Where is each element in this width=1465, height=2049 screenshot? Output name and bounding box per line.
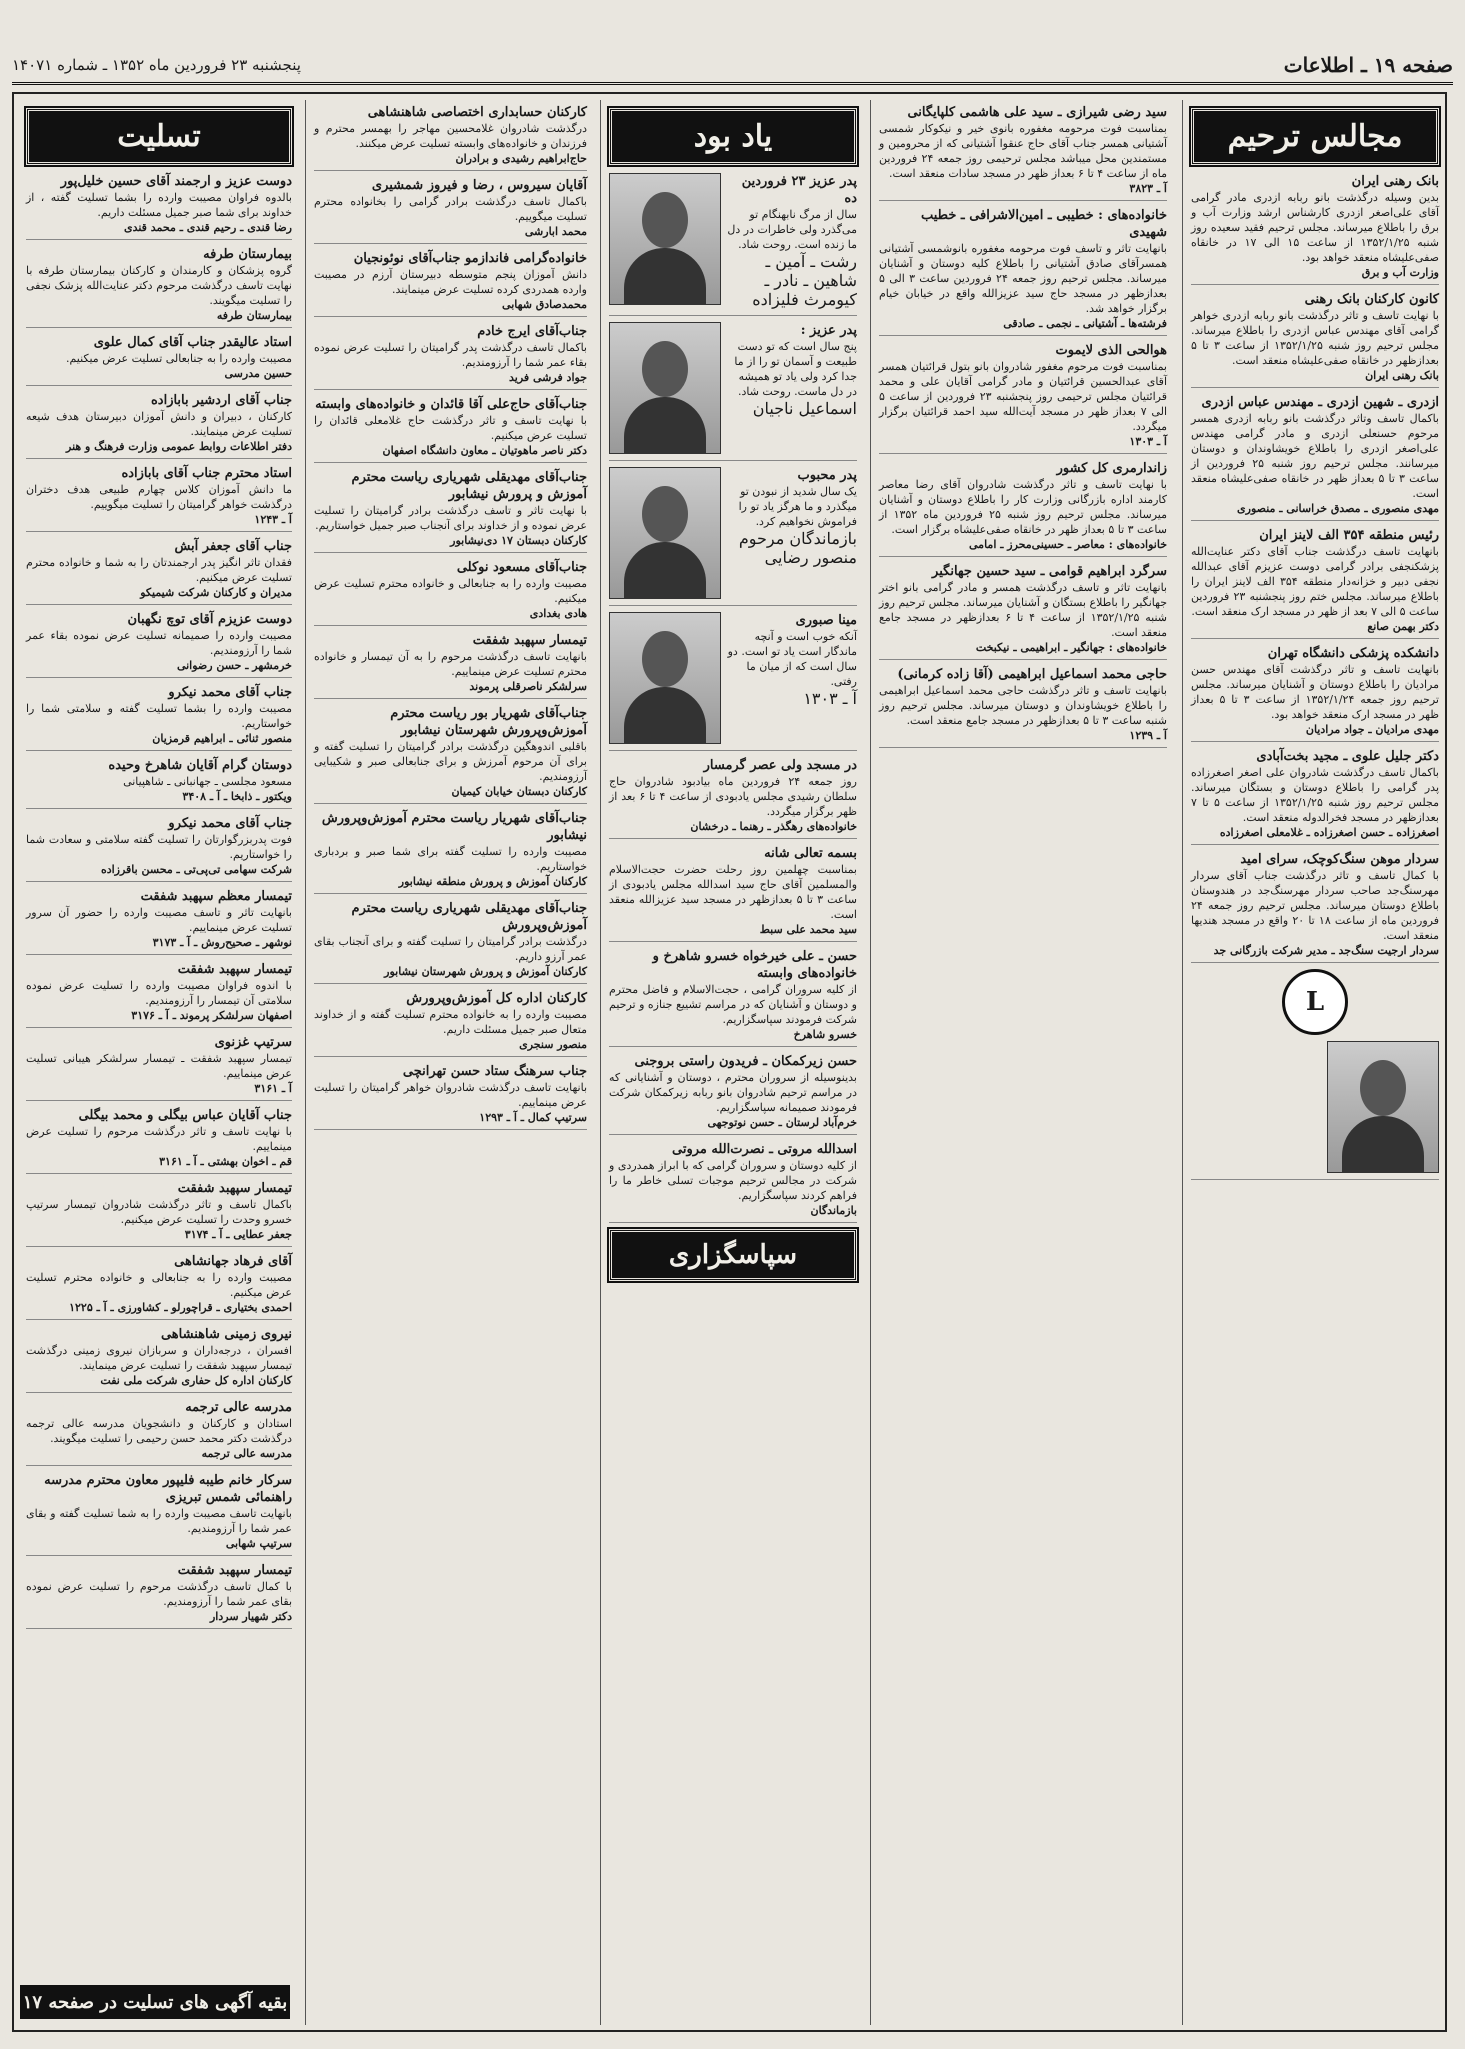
notice-signature: آ ـ ۳۱۶۱ (254, 1082, 292, 1095)
notice-body: بانهایت تاسف درگذشت شادروان خواهر گرامیتان را تسلیت عرض مینماییم. (314, 1081, 587, 1109)
notice-signature: کارکنان آموزش و پرورش شهرستان نیشابور (384, 965, 587, 978)
notice-body: بمناسبت چهلمین روز رحلت حضرت حجت‌الاسلام والمسلمین آقای حاج سید اسدالله مجلس یادبودی از ساعت ۳ تا ۵ بعدازظهر در مسجد سید عزیزالله منعقد است. (609, 863, 857, 921)
notice-item (1191, 394, 1439, 521)
notice-title: مینا صبوری (795, 613, 857, 628)
notice-signature: خانواده‌های رهگذر ـ رهنما ـ درخشان (690, 820, 857, 833)
notice-signature: خانواده‌های : جهانگیر ـ ابراهیمی ـ نیکبخت (975, 641, 1167, 654)
notice-item (314, 177, 587, 244)
notice-signature: نوشهر ـ صحیح‌روش ـ آ ـ ۳۱۷۳ (152, 936, 292, 949)
notice-signature: کارکنان آموزش و پرورش منطقه نیشابور (398, 875, 587, 888)
notice-body: سال از مرگ نابهنگام تو می‌گذرد ولی خاطرات در دل ما زنده است. روحت شاد. (727, 208, 857, 251)
notice-signature: بازماندگان (810, 1204, 857, 1217)
notice-title: مدرسه عالی ترجمه (185, 1400, 292, 1415)
notice-signature: بازماندگان مرحوم منصور رضایی (738, 529, 857, 567)
notice-item (26, 392, 292, 459)
notice-item (26, 465, 292, 532)
notice-title: سید رضی شیرازی ـ سید علی هاشمی کلپایگانی (907, 105, 1167, 120)
notice-item (314, 469, 587, 553)
notice-body: فقدان تاثر انگیز پدر ارجمندتان را به شما و خانواده محترم تسلیت عرض میکنیم. (26, 556, 292, 584)
notice-signature: کارکنان دبستان خیابان کیمیان (451, 785, 587, 798)
notice-body: از کلیه سروران گرامی ، حجت‌الاسلام و فاضل محترم و دوستان و آشنایان که در مراسم تشییع جنازه و ترحیم شرکت فرمودند سپاسگزاریم. (609, 983, 857, 1026)
notice-signature: سید محمد علی سبط (759, 923, 857, 936)
notice-signature: احمدی بختیاری ـ قراچورلو ـ کشاورزی ـ آ ـ ۱۲۲۵ (69, 1301, 292, 1314)
notice-title: جناب‌آقای شهریار بور ریاست محترم آموزش‌وپرورش شهرستان نیشابور (390, 706, 587, 738)
notice-body: استادان و کارکنان و دانشجویان مدرسه عالی ترجمه درگذشت دکتر محمد حسن رحیمی را تسلیت میگویند. (26, 1417, 292, 1445)
notice-body: باکمال تاسف درگذشت برادر گرامی را بخانواده محترم تسلیت میگوییم. (314, 195, 587, 223)
notice-signature: دفتر اطلاعات روابط عمومی وزارت فرهنگ و هنر (66, 440, 292, 453)
notice-title: جناب آقای اردشیر بابازاده (150, 393, 292, 408)
notice-signature: خرم‌آباد لرستان ـ حسن نوتوجهی (707, 1116, 857, 1129)
notice-signature: آ ـ ۱۲۴۳ (254, 513, 292, 526)
notice-signature: رضا قندی ـ رحیم قندی ـ محمد قندی (123, 221, 292, 234)
notice-signature: کارکنان دبستان ۱۷ دی‌نیشابور (450, 534, 587, 547)
notice-body: مصیبت وارده را به جنابعالی و خانواده محترم تسلیت عرض میکنیم. (314, 577, 587, 605)
notice-item (314, 323, 587, 390)
notice-body: مصیبت وارده را صمیمانه تسلیت عرض نموده بقاء عمر شما را آرزومندیم. (26, 629, 292, 657)
notice-body: با کمال تاسف درگذشت مرحوم را تسلیت عرض نموده بقای عمر شما را آرزومندیم. (26, 1580, 292, 1608)
notice-title: جناب‌آقای مسعود نوکلی (456, 560, 587, 575)
page-label: صفحه ۱۹ ـ اطلاعات (1283, 53, 1453, 77)
notice-body: بالدوه فراوان مصیبت وارده را بشما تسلیت گفته ، از خداوند برای شما صبر جمیل مسئلت داریم. (26, 191, 292, 219)
notice-title: آقایان سیروس ، رضا و فیروز شمشیری (371, 178, 587, 193)
notice-item (26, 1253, 292, 1320)
notice-body: پنج سال است که تو دست طبیعت و آسمان تو را از ما جدا کرد ولی یاد تو همیشه در دل ماست. روحت شاد. (734, 340, 857, 398)
notice-title: استاد محترم جناب آقای بابازاده (121, 466, 292, 481)
notice-item (26, 1107, 292, 1174)
notice-item (314, 705, 587, 804)
notice-title: بیمارستان طرفه (203, 247, 292, 262)
notice-body: باکمال تاسف وتاثر درگذشت بانو ربابه ازدری همسر مرحوم حسنعلی ازدری و مادر گرامی مهندس علی‌اصغر ازدری را باطلاع خویشاوندان و دوستان میرسانند. مجلس ترحیم روز شنبه ۲۵ فروردین از ساعت ۳ تا ۵ بعداز ظهر در خانقاه صفی‌علیشاه منعقد است. (1191, 412, 1440, 500)
notice-title: جناب‌آقای مهدیقلی شهریاری ریاست محترم آموزش و پرورش نیشابور (351, 470, 587, 502)
notice-body: بانهایت تاثر و تاسف درگذشت همسر و مادر گرامی بانو اختر جهانگیر را باطلاع بستگان و آشنایان میرساند. مجلس ترحیم روز شنبه ۱۳۵۲/۱/۲۵ از ساعت ۴ تا ۶ بعدازظهر در مسجد جامع منعقد است. (879, 581, 1168, 639)
notice-item (879, 104, 1167, 201)
notice-signature: هادی بغدادی (529, 607, 587, 620)
notice-body: مسعود مجلسی ـ جهانبانی ـ شاهپیانی (123, 775, 292, 788)
notice-title: تیمسار سپهبد شفقت (472, 633, 587, 648)
notice-signature: وزارت آب و برق (1361, 266, 1439, 279)
notice-body: بانهایت تاسف و تاثر درگذشت آقای مهندس حسن مرادیان را باطلاع دوستان و آشنایان میرساند. مجلس ترحیم روز جمعه ۱۳۵۲/۱/۲۴ از ساعت ۳ تا ۵ بعداز ظهر در مسجد ارک منعقد خواهد بود. (1191, 663, 1439, 721)
notice-body: با نهایت تاسف و تاثر درگذشت شادروان آقای رضا معاصر کارمند اداره بازرگانی وزارت کار را باطلاع دوستان و آشنایان میرساند. مجلس ترحیم روز شنبه ۲۵ فروردین ماه ۱۳۵۲ از ساعت ۳ تا ۵ بعداز ظهر در خانقاه صفی‌علیشاه برگزار است. (879, 478, 1167, 536)
notice-title: نیروی زمینی شاهنشاهی (160, 1327, 292, 1342)
notice-item (26, 757, 292, 809)
notice-item (879, 666, 1167, 748)
notice-signature: منصور سنجری (519, 1038, 587, 1051)
notice-body: بانهایت تاسف درگذشت مرحوم را به آن تیمسار و خانواده محترم تسلیت عرض مینماییم. (314, 650, 587, 678)
notice-body: مصیبت وارده را به جنابعالی تسلیت عرض میکنیم. (65, 352, 292, 365)
memorial-item (609, 467, 857, 606)
notice-item (26, 1472, 292, 1556)
notice-item (26, 815, 292, 882)
notice-signature: حسین مدرسی (224, 367, 292, 380)
notice-signature: فرشته‌ها ـ آشتیانی ـ نجمی ـ صادقی (1003, 317, 1167, 330)
portrait-photo (609, 322, 721, 454)
notice-item (609, 1053, 857, 1135)
memorial-item (609, 322, 857, 461)
notice-signature: ویکتور ـ ذابخا ـ آ ـ ۳۴۰۸ (182, 790, 292, 803)
notice-item (314, 104, 587, 171)
notice-title: جناب آقایان عباس بیگلی و محمد بیگلی (78, 1108, 292, 1123)
notice-title: کارکنان اداره کل آموزش‌وپرورش (406, 991, 587, 1006)
notice-title: رئیس منطقه ۳۵۴ الف لاینز ایران (1259, 528, 1439, 543)
notice-list (609, 757, 857, 1223)
portrait-photo (1327, 1041, 1439, 1173)
notice-item (314, 810, 587, 894)
memorial-text (727, 612, 857, 744)
notice-title: خانواده‌های : خطیبی ـ امین‌الاشرافی ـ خطیب شهیدی (920, 208, 1167, 240)
notice-body: بمناسبت فوت مرحومه مغفوره بانوی خیر و نیکوکار شمسی آشتیانی همسر جناب آقای حاج عنقوا آشتیانی که از محرومین و مستمندین محل میباشد مجلس ترحیمی روز جمعه ۲۴ فروردین ماه از ساعت ۴ تا ۶ بعداز ظهر در مسجد سادات منعقد است. (879, 122, 1167, 180)
notice-title: تیمسار سپهبد شفقت (177, 1563, 292, 1578)
memorial-text (727, 322, 857, 454)
notice-signature: جواد فرشی فرید (509, 371, 587, 384)
notice-body: فوت پدربزرگوارتان را تسلیت گفته سلامتی و سعادت شما را خواستاریم. (26, 833, 292, 861)
notice-body: با نهایت تاسف و تاثر درگذشت بانو ربابه ازدری خواهر گرامی آقای مهندس عباس ازدری را باطلاع میرساند. مجلس ترحیم روز شنبه ۱۳۵۲/۱/۲۵ از ساعت ۳ تا ۵ بعدازظهر در خانقاه صفی‌علیشاه منعقد است. (1191, 309, 1440, 367)
notice-title: دکتر جلیل علوی ـ مجید بخت‌آبادی (1256, 749, 1439, 764)
notice-body: مصیبت وارده را تسلیت گفته برای شما صبر و بردباری خواستاریم. (314, 845, 587, 873)
notice-list (26, 173, 292, 1629)
notice-title: خانواده‌گرامی فاندازمو جناب‌آقای نوئونجیان (353, 251, 587, 266)
notice-title: آقای فرهاد جهانشاهی (174, 1254, 292, 1269)
banner-sepasgozari: سپاسگزاری (609, 1229, 857, 1281)
notice-item (609, 948, 857, 1047)
banner-yadbud: یاد بود (609, 108, 857, 165)
notice-item (26, 246, 292, 328)
notice-body: با کمال تاسف و تاثر درگذشت جناب آقای سردار مهرسنگ‌جد صاحب سردار مهرسنگ‌جد در هندوستان باطلاع دوستان میرساند. مجلس ترحیم روز جمعه ۲۴ فروردین ماه از ساعت ۱۸ تا ۲۰ واقع در مسجد هندیها منعقد است. (1191, 869, 1439, 942)
notice-signature: خرمشهر ـ حسن رضوانی (176, 659, 292, 672)
portrait-photo (609, 467, 721, 599)
notice-signature: مدیران و کارکنان شرکت شیمیکو (140, 586, 292, 599)
notice-item (26, 334, 292, 386)
notice-title: پدر محبوب (797, 468, 857, 483)
notice-item (609, 1141, 857, 1223)
notice-item (26, 961, 292, 1028)
lions-club-emblem: L (1282, 969, 1348, 1035)
notice-item (26, 1034, 292, 1101)
notice-title: در مسجد ولی عصر گرمسار (703, 758, 857, 773)
notice-title: دانشکده پزشکی دانشگاه تهران (1267, 646, 1439, 661)
notice-body: بمناسبت فوت مرحوم مغفور شادروان بانو بتول قرائتیان همسر آقای عبدالحسین قرائتیان و مادر گرامی آقایان علی و محمد قرائتیان مجلس ترحیمی روز پنجشنبه ۲۳ فروردین از ساعت ۵ الی ۷ بعداز ظهر در مسجد آیت‌الله سید احمد قرائتیان برگزار میگردد. (879, 360, 1167, 433)
notice-body: بانهایت تاثر و تاسف فوت مرحومه مغفوره بانوشمسی آشتیانی همسرآقای صادق آشتیانی را باطلاع کلیه دوستان و آشنایان میرساند. مجلس ترحیم روز جمعه ۲۴ فروردین ساعت ۳ الی ۵ بعدازظهر در مسجد حاج سید عزیزالله واقع در خیابان خیام برگزار خواهد شد. (879, 242, 1167, 315)
notice-item (26, 888, 292, 955)
notice-title: سرتیپ غزنوی (214, 1035, 292, 1050)
notice-item (314, 632, 587, 699)
notice-title: تیمسار سپهبد شفقت (177, 1181, 292, 1196)
notice-title: جناب آقای محمد نیکرو (168, 816, 292, 831)
column-notices-2 (870, 100, 1175, 2025)
notice-signature: سرلشکر ناصرقلی پرموند (469, 680, 587, 693)
notice-body: بدینوسیله از سروران محترم ، دوستان و آشنایانی که در مراسم ترحیم شادروان بانو ربابه زیرکمکان شرکت فرمودند صمیمانه سپاسگزاریم. (609, 1071, 857, 1114)
notice-signature: آ ـ ۱۳۰۳ (803, 689, 857, 708)
notice-body: از کلیه دوستان و سروران گرامی که با ابراز همدردی و شرکت در مجالس ترحیم موجبات تسلی خاطر ما را فراهم کردند سپاسگزاریم. (609, 1159, 857, 1202)
banner-taslit: تسلیت (26, 108, 292, 165)
notice-title: استاد عالیقدر جناب آقای کمال علوی (93, 335, 292, 350)
notice-title: دوست عزیز و ارجمند آقای حسین خلیل‌پور (60, 174, 292, 189)
column-majales (1182, 100, 1447, 2025)
notice-body: یک سال شدید از نبودن تو میگذرد و ما هرگز یاد تو را فراموش نخواهیم کرد. (738, 485, 857, 528)
notice-signature: خانواده‌های : معاصر ـ حسینی‌محرز ـ امامی (969, 538, 1167, 551)
notice-title: حسن ـ علی خیرخواه خسرو شاهرخ و خانواده‌های وابسته (652, 949, 857, 981)
notice-signature: آ ـ ۱۲۳۹ (1129, 729, 1167, 742)
notice-title: سرگرد ابراهیم قوامی ـ سید حسین جهانگیر (932, 564, 1167, 579)
notice-body: بانهایت تاسف درگذشت جناب آقای دکتر عنایت‌الله پزشکنجفی برادر گرامی دوست عزیزم آقای عبدالله نجفی دبیر و خزانه‌دار منطقه ۳۵۴ الف لاینز ایران را باطلاع میرساند. مجلس ختم روز پنجشنبه ۲۳ فروردین ساعت ۵ الی ۷ بعد از ظهر در مسجد ارک منعقد است. (1191, 545, 1439, 618)
column-yadbud (600, 100, 865, 2025)
notice-body: تیمسار سپهبد شفقت ـ تیمسار سرلشکر هیبانی تسلیت عرض مینماییم. (26, 1052, 292, 1080)
column-taslit-2 (18, 100, 300, 2025)
portrait-photo (609, 173, 721, 305)
notice-title: ازدری ـ شهین ازدری ـ مهندس عباس ازدری (1201, 395, 1439, 410)
notice-signature: سرتیپ کمال ـ آ ـ ۱۲۹۳ (479, 1111, 587, 1124)
notice-body: روز جمعه ۲۴ فروردین ماه بیادبود شادروان حاج سلطان رشیدی مجلس یادبودی از ساعت ۴ تا ۶ بعد از ظهر برگزار میگردد. (609, 775, 857, 818)
notice-title: بانک رهنی ایران (1351, 174, 1439, 189)
notice-title: حسن زیرکمکان ـ فریدون راستی بروجنی (634, 1054, 857, 1069)
notice-body: مصیبت وارده را به خانواده محترم تسلیت گفته و از خداوند متعال صبر جمیل مسئلت داریم. (314, 1008, 587, 1036)
notice-body: با اندوه فراوان مصیبت وارده را تسلیت عرض نموده سلامتی آن تیمسار را آرزومندیم. (26, 979, 292, 1007)
notice-item (879, 460, 1167, 557)
notice-title: هوالحی الذی لایموت (1055, 343, 1167, 358)
notice-signature: کارکنان اداره کل حفاری شرکت ملی نفت (100, 1374, 292, 1387)
notice-signature: اسماعیل ناجیان (752, 399, 857, 418)
column-taslit-1 (305, 100, 595, 2025)
notice-item (314, 396, 587, 463)
notice-item (1191, 527, 1439, 639)
notice-signature: محمد ابارشی (524, 225, 587, 238)
memorial-text (727, 467, 857, 599)
notice-body: باقلبی اندوهگین درگذشت برادر گرامیتان را تسلیت گفته و برای آن مرحوم آمرزش و برای جنابعالی صبر و شکیبایی آرزومندیم. (314, 740, 587, 783)
memorial-list (609, 173, 857, 751)
notice-item (609, 757, 857, 839)
notice-item (314, 1063, 587, 1130)
notice-title: جناب‌آقای شهریار ریاست محترم آموزش‌وپرورش نیشابور (321, 811, 587, 843)
notice-item (26, 173, 292, 240)
notice-title: سرکار خانم طیبه فلیپور معاون محترم مدرسه راهنمائی شمس تبریزی (44, 1473, 292, 1505)
notice-signature: سردار ارجیت سنگ‌جد ـ مدیر شرکت بازرگانی جد (1213, 944, 1439, 957)
notice-title: حاجی محمد اسماعیل ابراهیمی (آقا زاده کرمانی) (897, 667, 1167, 682)
notice-item (879, 563, 1167, 660)
notice-title: بسمه تعالی شانه (764, 846, 857, 861)
notice-item (26, 1180, 292, 1247)
notice-signature: قم ـ اخوان بهشتی ـ آ ـ ۳۱۶۱ (159, 1155, 292, 1168)
notice-signature: مدرسه عالی ترجمه (201, 1447, 292, 1460)
notice-item (879, 207, 1167, 336)
notice-signature: منصور ثنائی ـ ابراهیم قرمزیان (152, 732, 292, 745)
notice-title: جناب آقای محمد نیکرو (168, 685, 292, 700)
notice-title: جناب سرهنگ ستاد حسن تهرانچی (402, 1064, 587, 1079)
notice-body: کارکنان ، دبیران و دانش آموزان دبیرستان هدف شیعه تسلیت عرض مینمایند. (26, 410, 292, 438)
notice-signature: دکتر ناصر ماهوتیان ـ معاون دانشگاه اصفهان (382, 444, 587, 457)
memorial-item (609, 173, 857, 316)
notice-signature: حاج‌ابراهیم رشیدی و برادران (455, 152, 587, 165)
notice-item (879, 342, 1167, 454)
notice-title: دوستان گرام آقایان شاهرخ وحیده (108, 758, 292, 773)
notice-item (609, 845, 857, 942)
notice-title: سردار موهن سنگ‌کوچک، سرای امید (1240, 852, 1439, 867)
notice-signature: آ ـ ۳۸۲۳ (1129, 182, 1167, 195)
notice-item (1191, 851, 1439, 963)
notice-signature: دکتر شهیار سردار (209, 1610, 292, 1623)
notice-signature: بانک رهنی ایران (1365, 369, 1439, 382)
notice-signature: آ ـ ۱۳۰۳ (1129, 435, 1167, 448)
notice-body: ما دانش آموزان کلاس چهارم طبیعی هدف دختران درگذشت خواهر گرامیتان را تسلیت میگوییم. (26, 483, 292, 511)
notice-title: جناب آقای جعفر آبش (174, 539, 292, 554)
notice-body: با نهایت تاسف و تاثر درگذشت حاج غلامعلی قائدان را تسلیت عرض میکنیم. (314, 414, 587, 442)
banner-majales: مجالس ترحیم (1191, 108, 1439, 165)
continued-notice-banner: بقیه آگهی های تسلیت در صفحه ۱۷ (20, 1985, 290, 2019)
notice-body: با نهایت تاثر و تاسف درگذشت برادر گرامیتان را تسلیت عرض نموده و از خداوند برای آنجناب صبر جمیل خواستاریم. (314, 504, 587, 532)
notice-body: مصیبت وارده را به جنابعالی و خانواده محترم تسلیت عرض میکنیم. (26, 1271, 292, 1299)
notice-list (1191, 173, 1439, 963)
notice-body: بانهایت تاثر و تاسف مصیبت وارده را حضور آن سرور تسلیت عرض مینماییم. (26, 906, 292, 934)
notice-body: درگذشت برادر گرامیتان را تسلیت گفته و برای آنجناب بقای عمر آرزو داریم. (314, 935, 587, 963)
memorial-text (727, 173, 857, 309)
notice-item (314, 559, 587, 626)
notice-body: بانهایت تاسف و تاثر درگذشت حاجی محمد اسماعیل ابراهیمی را باطلاع خویشاوندان و دوستان میرساند. مجلس ترحیم روز شنبه ساعت ۳ تا ۵ بعدازظهر در مسجد جامع منعقد است. (879, 684, 1167, 727)
notice-item (1191, 291, 1439, 388)
notice-body: گروه پزشکان و کارمندان و کارکنان بیمارستان طرفه با نهایت تاسف درگذشت مرحوم دکتر عنایت‌الله پزشک نجفی را تسلیت میگویند. (26, 264, 292, 307)
notice-title: پدر عزیز ۲۳ فروردین ده (741, 174, 857, 206)
memorial-item (609, 612, 857, 751)
notice-signature: مهدی منصوری ـ مصدق خراسانی ـ منصوری (1237, 502, 1439, 515)
notice-body: بدین وسیله درگذشت بانو ربابه ازدری مادر گرامی آقای علی‌اصغر ازدری کارشناس ارشد وزارت آب و برق را باطلاع میرساند. مجلس ترحیم فقید سعیده روز شنبه ۱۳۵۲/۱/۲۵ از ساعت ۱۵ الی ۱۷ در خانقاه صفی‌علیشاه منعقد خواهد بود. (1191, 191, 1439, 264)
notice-title: دوست عزیزم آقای توچ نگهبان (127, 612, 292, 627)
notice-title: جناب‌آقای حاج‌علی آقا قائدان و خانواده‌های وابسته (315, 397, 587, 412)
notice-item (314, 250, 587, 317)
notice-signature: جعفر عطایی ـ آ ـ ۳۱۷۴ (184, 1228, 292, 1241)
notice-item (1191, 173, 1439, 285)
notice-item (1191, 645, 1439, 742)
notice-title: کانون کارکنان بانک رهنی (1304, 292, 1439, 307)
notice-body: مصیبت وارده را بشما تسلیت گفته و سلامتی شما را خواستاریم. (26, 702, 292, 730)
notice-title: جناب‌آقای مهدیقلی شهریاری ریاست محترم آموزش‌وپرورش (351, 901, 587, 933)
notice-item (26, 538, 292, 605)
notice-body: باکمال تاسف درگذشت پدر گرامیتان را تسلیت عرض نموده بقاء عمر شما را آرزومندیم. (314, 341, 587, 369)
notice-signature: سرتیپ شهابی (225, 1537, 292, 1550)
portrait-photo (609, 612, 721, 744)
notice-item (314, 990, 587, 1057)
notice-title: زاندارمری کل کشور (1056, 461, 1167, 476)
notice-signature: رشت ـ آمین ـ شاهین ـ نادر ـ کیومرث فلیزاده (752, 252, 857, 309)
notice-title: اسدالله مروتی ـ نصرت‌الله مروتی (672, 1142, 857, 1157)
issue-date: پنجشنبه ۲۳ فروردین ماه ۱۳۵۲ ـ شماره ۱۴۰۷۱ (12, 56, 301, 74)
notice-item (26, 684, 292, 751)
notice-body: افسران ، درجه‌داران و سربازان نیروی زمینی درگذشت تیمسار سپهبد شفقت را تسلیت عرض مینمایند. (26, 1344, 292, 1372)
notice-body: آنکه خوب است و آنچه ماندگار است یاد تو است. دو سال است که از میان ما رفتی. (727, 630, 857, 688)
notice-signature: اصفهان سرلشکر پرموند ـ آ ـ ۳۱۷۶ (131, 1009, 292, 1022)
notice-title: پدر عزیز : (800, 323, 857, 338)
notice-list (879, 104, 1167, 748)
notice-item (314, 900, 587, 984)
notice-title: تیمسار سپهبد شفقت (177, 962, 292, 977)
notice-item (1191, 748, 1439, 845)
page-header (12, 48, 1453, 85)
notice-item (26, 1562, 292, 1629)
notice-item (26, 611, 292, 678)
notice-body: بانهایت تاسف مصیبت وارده را به شما تسلیت گفته و بقای عمر شما را آرزومندیم. (26, 1507, 292, 1535)
notice-body: باکمال تاسف درگذشت شادروان علی اصغر اصغرزاده پدر گرامی را باطلاع دوستان و بستگان میرساند. مجلس ترحیم روز شنبه ۱۳۵۲/۱/۲۵ از ساعت ۵ تا ۷ بعدازظهر در مسجد فخرالدوله منعقد است. (1191, 766, 1440, 824)
notice-signature: خسرو شاهرخ (793, 1028, 857, 1041)
notice-signature: محمدصادق شهابی (502, 298, 587, 311)
notice-body: با نهایت تاسف و تاثر درگذشت مرحوم را تسلیت عرض مینماییم. (26, 1125, 292, 1153)
notice-signature: دکتر بهمن صانع (1367, 620, 1439, 633)
notice-item (26, 1326, 292, 1393)
notice-signature: مهدی مرادیان ـ جواد مرادیان (1305, 723, 1439, 736)
notice-body: دانش آموزان پنجم متوسطه دبیرستان آرزم در مصیبت وارده همدردی کرده تسلیت عرض مینمایند. (314, 268, 587, 296)
notice-signature: بیمارستان طرفه (216, 309, 292, 322)
notice-list (314, 104, 587, 1130)
notice-body: باکمال تاسف و تاثر درگذشت شادروان تیمسار سرتیپ خسرو وحدت را تسلیت عرض میکنیم. (26, 1198, 292, 1226)
notice-title: جناب‌آقای ایرج خادم (477, 324, 587, 339)
notice-signature: شرکت سهامی تی‌پی‌تی ـ محسن باقرزاده (100, 863, 292, 876)
notice-signature: اصغرزاده ـ حسن اصغرزاده ـ غلامعلی اصغرزاده (1219, 826, 1439, 839)
notice-title: کارکنان حسابداری اختصاصی شاهنشاهی (367, 105, 587, 120)
memorial-sardar (1191, 1041, 1439, 1180)
notice-title: تیمسار معظم سپهبد شفقت (140, 889, 292, 904)
notice-item (26, 1399, 292, 1466)
notice-body: درگذشت شادروان غلامحسین مهاجر را بهمسر محترم و فرزندان و خانواده‌های وابسته تسلیت عرض میکنند. (314, 122, 587, 150)
